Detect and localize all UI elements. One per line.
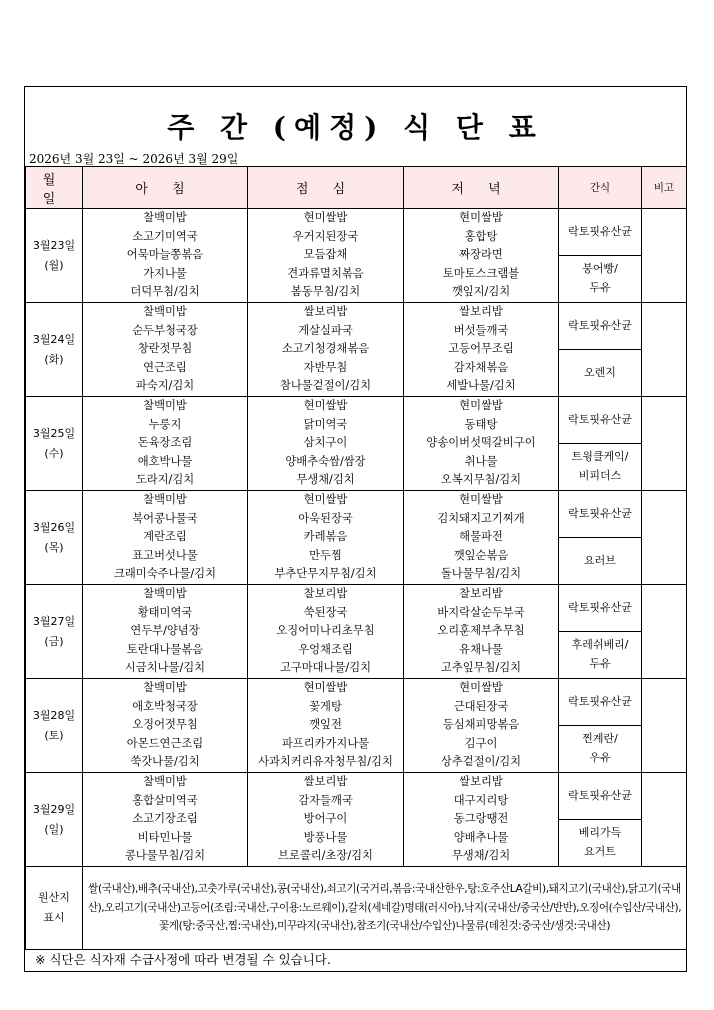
dinner-cell-item: 김구이 [464, 736, 498, 750]
dinner-cell-item: 토마토스크램블 [442, 266, 520, 280]
dinner-cell-item: 쌀보리밥 [459, 305, 503, 319]
dinner-cell [404, 397, 559, 491]
note-cell [642, 585, 687, 679]
lunch-cell-item: 우거지된장국 [292, 229, 359, 243]
note-cell [642, 303, 687, 397]
breakfast-cell-item: 애호박청국장 [132, 699, 198, 713]
lunch-cell [248, 209, 404, 303]
snack-cell-2-item: 찐계란/ [582, 732, 618, 746]
dinner-cell-item: 쌀보리밥 [459, 775, 503, 789]
day-date: 3월26일 [32, 520, 76, 534]
day-weekday: (금) [44, 634, 64, 648]
lunch-cell-item: 게살실파국 [298, 323, 353, 337]
dinner-cell-item: 깻잎지/김치 [451, 285, 511, 299]
dinner-cell [404, 303, 559, 397]
dinner-cell-item: 홍합탕 [464, 229, 498, 243]
lunch-cell-item: 브로콜리/초장/김치 [278, 849, 373, 863]
breakfast-cell-item: 돈육장조림 [137, 436, 193, 450]
lunch-cell-item: 현미쌀밥 [303, 211, 348, 225]
breakfast-cell-item: 순두부청국장 [132, 323, 198, 337]
breakfast-cell-item: 파숙지/김치 [135, 379, 195, 393]
snack-cell-1-item: 락토핏유산균 [568, 318, 632, 332]
snack-cell-2 [559, 538, 642, 585]
day-row [26, 491, 687, 538]
breakfast-cell-item: 창란젓무침 [137, 342, 193, 356]
day-date: 3월25일 [32, 426, 76, 440]
snack-cell-2-item: 우유 [589, 751, 611, 764]
dinner-cell-item: 오복지무침/김치 [440, 473, 522, 487]
day-date: 3월29일 [32, 802, 76, 816]
day-date-cell [26, 209, 83, 303]
dinner-cell-item: 바지락살순두부국 [437, 605, 525, 619]
lunch-cell-item: 방풍나물 [303, 830, 348, 844]
lunch-cell-item: 부추단무지무침/김치 [274, 567, 377, 581]
header-snack: 간식 [559, 167, 642, 209]
breakfast-cell-item: 찰백미밥 [143, 775, 187, 789]
lunch-cell-item: 아욱된장국 [298, 511, 353, 525]
day-row [26, 585, 687, 632]
snack-cell-2 [559, 444, 642, 491]
snack-cell-1 [559, 491, 642, 538]
dinner-cell-item: 해물파전 [459, 530, 503, 544]
breakfast-cell-item: 소고기미역국 [132, 229, 198, 243]
lunch-cell-item: 오징어미나리초무침 [276, 624, 375, 638]
breakfast-cell-item: 찰백미밥 [143, 211, 187, 225]
breakfast-cell-item: 애호박나물 [137, 454, 193, 468]
dinner-cell [404, 679, 559, 773]
dinner-cell-item: 돌나물무침/김치 [440, 567, 522, 581]
breakfast-cell-item: 찰백미밥 [143, 305, 187, 319]
breakfast-cell-item: 찰백미밥 [143, 587, 187, 601]
breakfast-cell-item: 비타민나물 [137, 830, 193, 844]
lunch-cell-item: 봄동무침/김치 [290, 285, 361, 299]
dinner-cell-item: 버섯들깨국 [453, 323, 509, 337]
breakfast-cell [83, 679, 248, 773]
breakfast-cell-item: 누룽지 [148, 417, 182, 431]
lunch-cell [248, 585, 404, 679]
snack-cell-2-item: 베리가득 [578, 826, 622, 840]
day-date-cell [26, 585, 83, 679]
day-date-cell [26, 773, 83, 867]
lunch-cell-item: 카레볶음 [303, 530, 348, 544]
day-row [26, 209, 687, 256]
snack-cell-2-item: 비피더스 [578, 469, 622, 482]
dinner-cell [404, 773, 559, 867]
footer-notice: ※ 식단은 식자재 수급사정에 따라 변경될 수 있습니다. [35, 952, 331, 967]
snack-cell-2-item: 트윙클케익/ [571, 450, 629, 464]
lunch-cell-item: 찰보리밥 [303, 587, 348, 601]
lunch-cell-item: 양배추숙쌈/쌈장 [285, 454, 366, 468]
day-weekday: (월) [44, 258, 64, 272]
lunch-cell [248, 491, 404, 585]
lunch-cell [248, 679, 404, 773]
lunch-cell [248, 303, 404, 397]
lunch-cell-item: 감자들깨국 [298, 793, 353, 807]
day-date-cell [26, 679, 83, 773]
note-cell [642, 397, 687, 491]
dinner-cell-item: 양송이버섯떡갈비구이 [426, 436, 536, 450]
lunch-cell-item: 현미쌀밥 [303, 493, 348, 507]
snack-cell-1-item: 락토핏유산균 [568, 412, 632, 426]
breakfast-cell-item: 시금치나물/김치 [124, 661, 206, 675]
breakfast-cell-item: 계란조림 [143, 530, 187, 544]
dinner-cell-item: 오리훈제부추무침 [437, 624, 525, 638]
lunch-cell-item: 쌀보리밥 [303, 775, 348, 789]
snack-cell-1-item: 락토핏유산균 [568, 600, 632, 614]
day-weekday: (목) [44, 540, 64, 554]
snack-cell-2-item: 두유 [589, 657, 611, 670]
snack-cell-2 [559, 820, 642, 867]
day-date-cell [26, 491, 83, 585]
dinner-cell-item: 무생채/김치 [451, 849, 511, 863]
day-row [26, 397, 687, 444]
breakfast-cell [83, 773, 248, 867]
breakfast-cell-item: 찰백미밥 [143, 681, 187, 695]
dinner-cell-item: 동태탕 [464, 417, 498, 431]
snack-cell-1 [559, 303, 642, 350]
day-row [26, 773, 687, 820]
lunch-cell-item: 소고기청경채볶음 [281, 342, 370, 356]
breakfast-cell-item: 크래미숙주나물/김치 [113, 567, 217, 581]
note-cell [642, 491, 687, 585]
snack-cell-1-item: 락토핏유산균 [568, 506, 632, 520]
origin-text: 쌀(국내산),배추(국내산),고춧가루(국내산),콩(국내산),쇠고기(국거리,볶음:국내산한우,탕:호주산LA갈비),돼지고기(국내산),닭고기(국내산),오리고기(국내산)고등어(조림:국내산,구이용:노르웨이),갈치(세네갈)명태(러시아),낙지(국내산/중국산/반반),오징어(수입산/국내산),꽃게(탕:중국산,찜:국내산),미꾸라지(국내산),참조기(국내산/수입산)나물류(데친것:중국산/생것:국내산) [83, 867, 687, 950]
lunch-cell-item: 사과치커리유자청무침/김치 [258, 755, 393, 769]
note-cell [642, 209, 687, 303]
breakfast-cell [83, 209, 248, 303]
dinner-cell-item: 깻잎순볶음 [453, 548, 509, 562]
lunch-cell-item: 파프리카가지나물 [281, 736, 370, 750]
snack-cell-1-item: 락토핏유산균 [568, 694, 632, 708]
snack-cell-2-item: 두유 [589, 281, 611, 294]
lunch-cell-item: 참나물겉절이/김치 [279, 379, 372, 393]
header-lunch: 점 심 [248, 167, 404, 209]
lunch-cell-item: 현미쌀밥 [303, 681, 348, 695]
weekly-menu-table [25, 166, 687, 950]
breakfast-cell-item: 가지나물 [143, 266, 187, 280]
day-date: 3월24일 [32, 332, 76, 346]
origin-label [26, 867, 83, 950]
breakfast-cell [83, 303, 248, 397]
snack-cell-2-item: 후레쉬베리/ [571, 638, 629, 652]
note-cell [642, 773, 687, 867]
day-row [26, 679, 687, 726]
breakfast-cell-item: 북어콩나물국 [132, 511, 198, 525]
day-date: 3월27일 [32, 614, 76, 628]
dinner-cell-item: 짜장라면 [459, 248, 503, 262]
lunch-cell-item: 고구마대나물/김치 [279, 661, 372, 675]
snack-cell-2-item: 요거트 [584, 845, 616, 858]
breakfast-cell [83, 491, 248, 585]
note-cell [642, 679, 687, 773]
breakfast-cell [83, 397, 248, 491]
lunch-cell-item: 견과류멸치볶음 [287, 266, 364, 280]
lunch-cell [248, 773, 404, 867]
breakfast-cell-item: 찰백미밥 [143, 399, 187, 413]
snack-cell-1 [559, 397, 642, 444]
breakfast-cell-item: 표고버섯나물 [132, 548, 198, 562]
dinner-cell-item: 취나물 [464, 454, 498, 468]
origin-label-line2: 표시 [43, 911, 65, 924]
snack-cell-2 [559, 350, 642, 397]
snack-cell-2-item: 붕어빵/ [582, 262, 618, 276]
breakfast-cell-item: 도라지/김치 [135, 473, 195, 487]
snack-cell-1 [559, 585, 642, 632]
lunch-cell-item: 우엉채조림 [298, 642, 353, 656]
dinner-cell-item: 근대된장국 [453, 699, 509, 713]
day-date-cell [26, 397, 83, 491]
breakfast-cell-item: 어묵마늘쫑볶음 [126, 248, 204, 262]
lunch-cell-item: 자반무침 [303, 360, 348, 374]
origin-label-line1: 원산지 [38, 891, 70, 904]
lunch-cell-item: 닭미역국 [303, 417, 348, 431]
snack-cell-1-item: 락토핏유산균 [568, 224, 632, 238]
snack-cell-1 [559, 209, 642, 256]
header-note: 비고 [642, 167, 687, 209]
dinner-cell-item: 동그랑땡전 [453, 812, 509, 826]
day-weekday: (화) [44, 352, 64, 366]
dinner-cell-item: 양배추나물 [453, 830, 509, 844]
dinner-cell-item: 현미쌀밥 [459, 399, 503, 413]
breakfast-cell-item: 황태미역국 [137, 605, 193, 619]
breakfast-cell-item: 쑥갓나물/김치 [130, 755, 200, 769]
header-dinner: 저 녁 [404, 167, 559, 209]
breakfast-cell-item: 찰백미밥 [143, 493, 187, 507]
lunch-cell-item: 삼치구이 [303, 436, 348, 450]
lunch-cell-item: 쌀보리밥 [303, 305, 348, 319]
dinner-cell-item: 현미쌀밥 [459, 681, 503, 695]
dinner-cell-item: 감자채볶음 [453, 360, 509, 374]
lunch-cell-item: 모듬잡채 [303, 248, 348, 262]
lunch-cell-item: 현미쌀밥 [303, 399, 348, 413]
dinner-cell-item: 김치돼지고기찌개 [437, 511, 525, 525]
origin-row [26, 867, 687, 950]
date-range: 2026년 3월 23일 ~ 2026년 3월 29일 [29, 152, 239, 166]
day-weekday: (수) [44, 446, 64, 460]
lunch-cell-item: 만두찜 [309, 548, 342, 562]
dinner-cell-item: 등심채피망볶음 [442, 718, 520, 732]
header-day: 월 일 [26, 167, 83, 209]
dinner-cell-item: 현미쌀밥 [459, 493, 503, 507]
lunch-cell-item: 쑥된장국 [303, 605, 348, 619]
breakfast-cell-item: 홍합살미역국 [132, 793, 198, 807]
day-date: 3월23일 [32, 238, 76, 252]
dinner-cell [404, 491, 559, 585]
header-breakfast: 아 침 [83, 167, 248, 209]
breakfast-cell-item: 오징어젓무침 [132, 718, 198, 732]
day-date-cell [26, 303, 83, 397]
lunch-cell [248, 397, 404, 491]
snack-cell-2-item: 오렌지 [584, 365, 616, 379]
snack-cell-2 [559, 632, 642, 679]
breakfast-cell-item: 소고기장조림 [132, 812, 198, 826]
lunch-cell-item: 깻잎전 [309, 718, 342, 732]
breakfast-cell-item: 더덕무침/김치 [130, 285, 200, 299]
breakfast-cell-item: 콩나물무침/김치 [124, 849, 206, 863]
day-date: 3월28일 [32, 708, 76, 722]
snack-cell-1-item: 락토핏유산균 [568, 788, 632, 802]
dinner-cell-item: 세발나물/김치 [446, 379, 516, 393]
dinner-cell [404, 585, 559, 679]
day-weekday: (일) [44, 822, 64, 836]
day-row [26, 303, 687, 350]
breakfast-cell-item: 토란대나물볶음 [126, 642, 204, 656]
lunch-cell-item: 꽃게탕 [309, 699, 342, 713]
dinner-cell [404, 209, 559, 303]
header-row [26, 167, 687, 209]
day-weekday: (토) [44, 728, 64, 742]
dinner-cell-item: 대구지리탕 [453, 793, 509, 807]
breakfast-cell [83, 585, 248, 679]
snack-cell-1 [559, 679, 642, 726]
dinner-cell-item: 고추잎무침/김치 [440, 661, 522, 675]
dinner-cell-item: 상추겉절이/김치 [440, 755, 522, 769]
page-title: 주 간 (예정) 식 단 표 [167, 111, 544, 144]
lunch-cell-item: 무생채/김치 [296, 473, 355, 487]
lunch-cell-item: 방어구이 [303, 812, 348, 826]
dinner-cell-item: 고등어무조림 [448, 342, 514, 356]
dinner-cell-item: 유채나물 [459, 642, 503, 656]
snack-cell-2-item: 요러브 [584, 553, 616, 567]
snack-cell-1 [559, 773, 642, 820]
snack-cell-2 [559, 256, 642, 303]
snack-cell-2 [559, 726, 642, 773]
breakfast-cell-item: 연근조림 [143, 360, 187, 374]
menu-sheet [24, 86, 687, 972]
breakfast-cell-item: 아몬드연근조림 [126, 736, 204, 750]
dinner-cell-item: 현미쌀밥 [459, 211, 503, 225]
breakfast-cell-item: 연두부/양념장 [130, 624, 200, 638]
dinner-cell-item: 찰보리밥 [459, 587, 503, 601]
